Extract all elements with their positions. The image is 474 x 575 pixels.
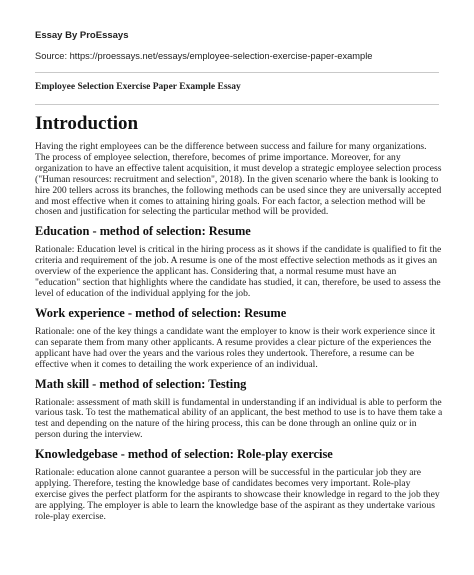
intro-heading: Introduction xyxy=(35,113,139,134)
divider-top xyxy=(35,72,439,73)
section-body-math-skill: Rationale: assessment of math skill is fundamental in understanding if an individual is able to perform the various task. To test the mathematical ability of an applicant, the best method to use is to have them take a test and depending on the nature of the hiring process, this can be done through an online quiz or in person during the interview. xyxy=(35,396,443,441)
document-title: Employee Selection Exercise Paper Example Essay xyxy=(35,82,241,92)
intro-paragraph: Having the right employees can be the difference between success and failure for many organizations. The process of employee selection, therefore, becomes of prime importance. Moreover, for any organization to have an effective talent acquisition, it must develop a strategic employee selection process ("Human resources: recruitment and selection", 2018). In the given scenario where the bank is looking to hire 200 tellers across its branches, the following methods can be used since they are universally accepted and most effective when it comes to attaining hiring goals. For each factor, a selection method will be chosen and justification for selecting the particular method will be provided. xyxy=(35,141,442,218)
essay-content xyxy=(35,112,443,529)
brand-title: Essay By ProEssays xyxy=(35,30,129,41)
section-body-education: Rationale: Education level is critical in the hiring process as it shows if the candidate is qualified to fit the criteria and requirement of the job. A resume is one of the most effective selection methods as it gives an overview of the experience the applicant has. Considering that, a normal resume must have an "education" section that highlights where the candidate has studied, it can, therefore, be used to assess the level of education of the individual applying for the job. xyxy=(35,244,442,299)
section-body-work-experience: Rationale: one of the key things a candidate want the employer to know is their work experience since it can separate them from many other applicants. A resume provides a clear picture of the experiences the applicant have had over the years and the various roles they undertook. Therefore, a resume can be effective when it comes to detailing the work experience of an individual. xyxy=(35,325,436,370)
source-link[interactable]: Source: https://proessays.net/essays/employee-selection-exercise-paper-example xyxy=(35,51,373,61)
section-heading-work-experience: Work experience - method of selection: Resume xyxy=(35,305,287,320)
section-heading-knowledgebase: Knowledgebase - method of selection: Role-play exercise xyxy=(35,447,333,462)
section-body-knowledgebase: Rationale: education alone cannot guarantee a person will be successful in the particular job they are applying. Therefore, testing the knowledge base of candidates becomes very important. Role-play exercise gives the perfect platform for the aspirants to showcase their knowledge in regard to the job they are applying. The employer is able to learn the knowledge base of the aspirant as they undertake various role-play exercise. xyxy=(35,467,440,522)
section-heading-math-skill: Math skill - method of selection: Testing xyxy=(35,376,247,391)
section-heading-education: Education - method of selection: Resume xyxy=(35,224,251,239)
divider-bottom xyxy=(35,104,439,105)
